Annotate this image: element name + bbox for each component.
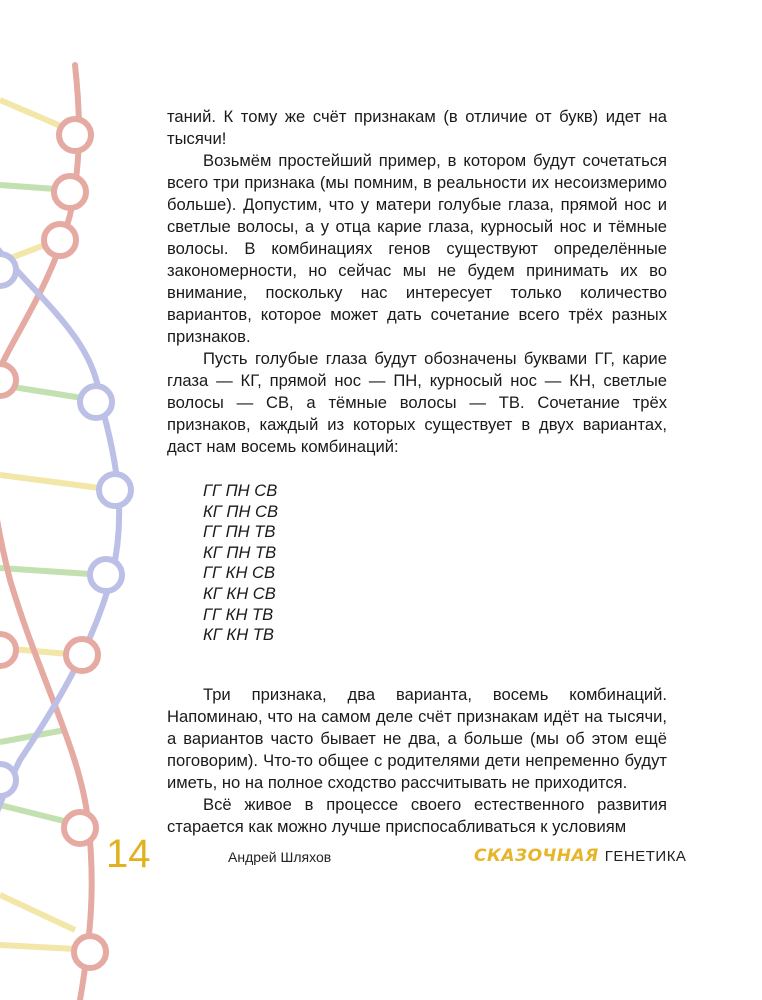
running-footer-author: Андрей Шляхов [228, 849, 332, 865]
helix-bead [64, 812, 96, 844]
combination-item: КГ ПН СВ [203, 501, 279, 521]
combination-item: ГГ ПН СВ [203, 481, 278, 500]
helix-bead [90, 559, 122, 591]
paragraph-4: Три признака, два варианта, восемь комбинаций. Напоминаю, что на самом деле счёт признакам идёт на тысячи, а вариантов часто бывает не два, а больше (мы об этом ещё поговорим). Что-то общее с родителями дети непременно будут иметь, но на полное сходство рассчитывать не приходится. [167, 684, 667, 792]
combination-item: ГГ КН СВ [203, 563, 276, 583]
helix-bead [54, 176, 86, 208]
helix-bead [0, 764, 16, 796]
page-body [167, 106, 667, 838]
combination-item: КГ КН СВ [203, 583, 276, 603]
paragraph-2: Возьмём простейший пример, в котором будут сочетаться всего три признака (мы помним, в реальности их несоизмеримо больше). Допустим, что у матери голубые глаза, прямой нос и светлые волосы, а у отца карие глаза, курносый нос и тёмные волосы. В комбинациях генов существуют определённые закономерности, но сейчас мы не будем принимать их во внимание, поскольку нас интересует только количество вариантов, которое может дать сочетание всего трёх разных признаков. [167, 151, 667, 346]
running-footer-series [474, 846, 686, 866]
helix-bead [0, 634, 16, 666]
helix-bead [66, 639, 98, 671]
helix-bead [0, 364, 16, 396]
helix-bead [59, 119, 91, 151]
combination-item: ГГ КН ТВ [203, 604, 274, 624]
series-logo: СКАЗОЧНАЯ [474, 846, 599, 866]
helix-bead [80, 386, 112, 418]
combination-item: КГ КН ТВ [203, 625, 274, 645]
paragraph-1: таний. К тому же счёт признакам (в отличие от букв) идет на тысячи! [167, 107, 667, 148]
helix-rung [0, 895, 75, 930]
helix-bead [99, 474, 131, 506]
paragraph-3: Пусть голубые глаза будут обозначены буквами ГГ, карие глаза — КГ, прямой нос — ПН, курносый нос — КН, светлые волосы — СВ, а тёмные волосы — ТВ. Сочетание трёх признаков, каждый из которых существует в двух вариантах, даст нам восемь комбинаций: [167, 349, 667, 456]
combination-item: ГГ ПН ТВ [203, 522, 276, 542]
helix-bead [0, 254, 16, 286]
combination-item: КГ ПН ТВ [203, 542, 277, 562]
combination-list [203, 481, 667, 646]
helix-bead [44, 224, 76, 256]
page-number: 14 [106, 832, 151, 876]
paragraph-5: Всё живое в процессе своего естественного развития старается как можно лучше приспосабливаться к условиям [167, 794, 667, 836]
series-title: ГЕНЕТИКА [604, 848, 687, 865]
helix-bead [74, 936, 106, 968]
